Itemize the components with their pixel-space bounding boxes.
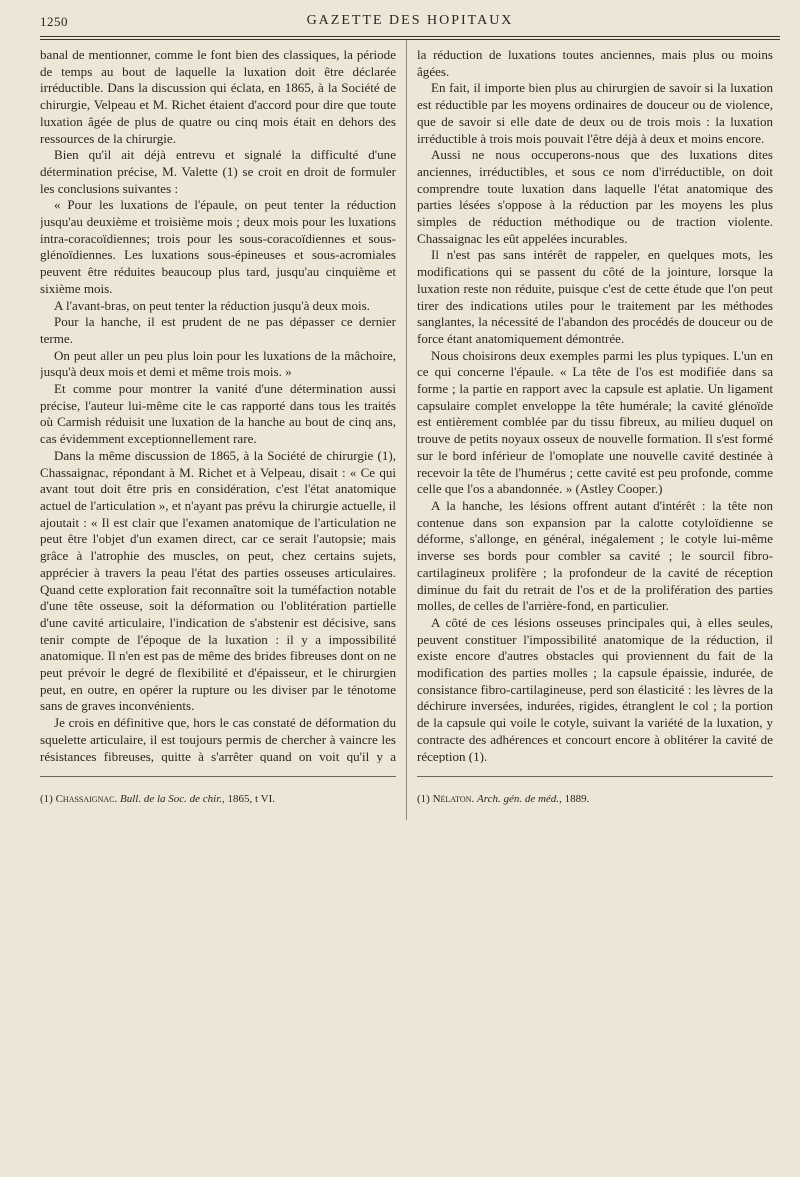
running-title: GAZETTE DES HOPITAUX [306,13,514,28]
footnote-details: , 1865, t VI. [222,793,275,805]
footnote-marker: (1) [417,793,430,805]
column-divider [406,40,407,820]
footnote-details: , 1889. [559,793,590,805]
paragraph: la réduction de luxations toutes anciennes, mais plus ou moins âgées. [417,47,773,79]
page-number: 1250 [40,14,68,29]
footnote-source: Arch. gén. de méd. [476,793,560,805]
footnote-source: Bull. de la Soc. de chir. [119,793,223,805]
footnote-rule-left [40,776,396,777]
header-rule-bottom [40,39,780,40]
paragraph: Et comme pour montrer la vanité d'une détermination aussi précise, l'auteur lui-même cite le cas rapporté dans tous les traités où Carmish réduisit une luxation de la hanche au bout de cinq ans, cas évidemment exceptionnellement rare. [40,381,396,447]
footnote-author: Chassaignac. [55,793,118,805]
paragraph: « Pour les luxations de l'épaule, on peut tenter la réduction jusqu'au deuxième et troisième mois ; deux mois pour les luxations intra-coracoïdiennes; trois pour les sous-coracoïdiennes et sous-glénoïdiennes. Les luxations sous-épineuses et sous-acromiales peuvent être réduites beaucoup plus tard, jusqu'au cinquième et sixième mois. [40,197,396,296]
paragraph: En fait, il importe bien plus au chirurgien de savoir si la luxation est réductible par les moyens ordinaires de douceur ou de violence, que de savoir si elle date de deux ou de trois mois : la luxation irréductible à trois mois pouvait l'être déjà à deux et moins encore. [417,80,773,146]
footnote-rule-right [417,776,773,777]
paragraph: Bien qu'il ait déjà entrevu et signalé la difficulté d'une détermination précise, M. Valette (1) se croit en droit de formuler les conclusions suivantes : [40,147,396,196]
footnote-right [417,792,773,806]
page-header [40,10,780,32]
header-rule-top [40,36,780,37]
paragraph: Je crois en définitive que, hors le cas constaté de déformation du squelette articulaire, il est toujours permis de chercher à vaincre les résistances fibreuses, quitte à s'arrêter quand on voit qu'il y a [40,715,396,763]
paragraph: Dans la même discussion de 1865, à la Société de chirurgie (1), Chassaignac, répondant à M. Richet et à Velpeau, disait : « Ce qui avant tout doit être pris en considération, c'est l'état anatomique actuel de l'articulation », et n'ayant pas prévu la chirurgie actuelle, il ajoutait : « Il est clair que l'examen anatomique de l'articulation ne peut être l'objet d'un examen direct, car ce serait l'autopsie; mais grâce à l'atrophie des muscles, on peut, chez certains sujets, apprécier à travers la peau l'état des parties osseuses articulaires. Quand cette exploration fait reconnaître soit la tuméfaction notable d'une tête osseuse, soit la déformation ou l'oblitération partielle d'une cavité articulaire, l'indication de s'abstenir est décisive, sans tenir compte de l'époque de la luxation : il y a impossibilité anatomique. Il n'en est pas de même des brides fibreuses dont on ne peut prévoir le degré de flexibilité et d'épaisseur, et le chirurgien peut, en outre, en opérer la rupture ou les diviser par le ténotome sans de graves inconvénients. [40,447,396,714]
paragraph: A la hanche, les lésions offrent autant d'intérêt : la tête non contenue dans son expansion par la calotte cotyloïdienne se déforme, s'allonge, en général, inégalement ; le cotyle lui-même inverse ses bords pour combler sa cavité ; le sourcil fibro-cartilagineux prolifère ; la profondeur de la cavité de réception diminue du fait du retrait de l'os et de la prolifération des parties molles, de celles de l'arrière-fond, en particulier. [417,497,773,614]
footnote-left [40,792,396,806]
right-column [417,47,773,763]
paragraph: Aussi ne nous occuperons-nous que des luxations dites anciennes, irréductibles, et sous ce nom d'irréductible, on doit comprendre toute luxation dans laquelle l'état anatomique des parties lésées s'oppose à la réduction par les moyens les plus simples de réduction méthodique ou de traction violente. Chassaignac les eût appelées incurables. [417,147,773,246]
paragraph: Pour la hanche, il est prudent de ne pas dépasser ce dernier terme. [40,314,396,346]
paragraph: On peut aller un peu plus loin pour les luxations de la mâchoire, jusqu'à deux mois et demi et même trois mois. » [40,347,396,380]
paragraph: Il n'est pas sans intérêt de rappeler, en quelques mots, les modifications qui se passent du côté de la jointure, lorsque la luxation reste non réduite, puisque c'est de cette étude que l'on peut tirer des indications utiles pour le traitement par les méthodes sanglantes, la nécessité de l'abandon des procédés de douceur ou de force étant anatomiquement démontrée. [417,247,773,346]
paragraph: banal de mentionner, comme le font bien des classiques, la période de temps au bout de laquelle la luxation doit être déclarée irréductible. Dans la discussion qui éclata, en 1865, à la Société de chirurgie, Velpeau et M. Richet étaient d'accord pour dire que toute luxation âgée de plus de quatre ou cinq mois était en dehors des ressources de la chirurgie. [40,47,396,146]
paragraph: A côté de ces lésions osseuses principales qui, à elles seules, peuvent constituer l'impossibilité anatomique de la réduction, il existe encore d'autres obstacles qui proviennent du fait de la modification des parties molles ; la capsule épaissie, indurée, de consistance fibro-cartilagineuse, perd son élasticité : les lèvres de la déchirure inversées, indurées, rigides, étranglent le col ; la portion de la capsule qui voile le cotyle, suivant la variété de la luxation, y contracte des adhérences et concourt encore à oblitérer la cavité de réception (1). [417,614,773,763]
paragraph: A l'avant-bras, on peut tenter la réduction jusqu'à deux mois. [54,297,370,313]
paragraph: Nous choisirons deux exemples parmi les plus typiques. L'un en ce qui concerne l'épaule. « La tête de l'os est modifiée dans sa forme ; la partie en rapport avec la capsule est aplatie. Un ligament capsulaire complet enveloppe la tête humérale; la cavité glénoïde est entièrement comblée par du tissu fibreux, au milieu duquel on trouve de petits noyaux osseux de nouvelle formation. Il s'est formé sur le bord inférieur de l'omoplate une nouvelle cavité destinée à recevoir la tête de l'humérus ; cette cavité est peu profonde, comme celle que l'os a abandonnée. » (Astley Cooper.) [417,347,773,497]
footnote-author: Nélaton. [432,793,475,805]
left-column [40,47,396,763]
footnote-marker: (1) [40,793,53,805]
